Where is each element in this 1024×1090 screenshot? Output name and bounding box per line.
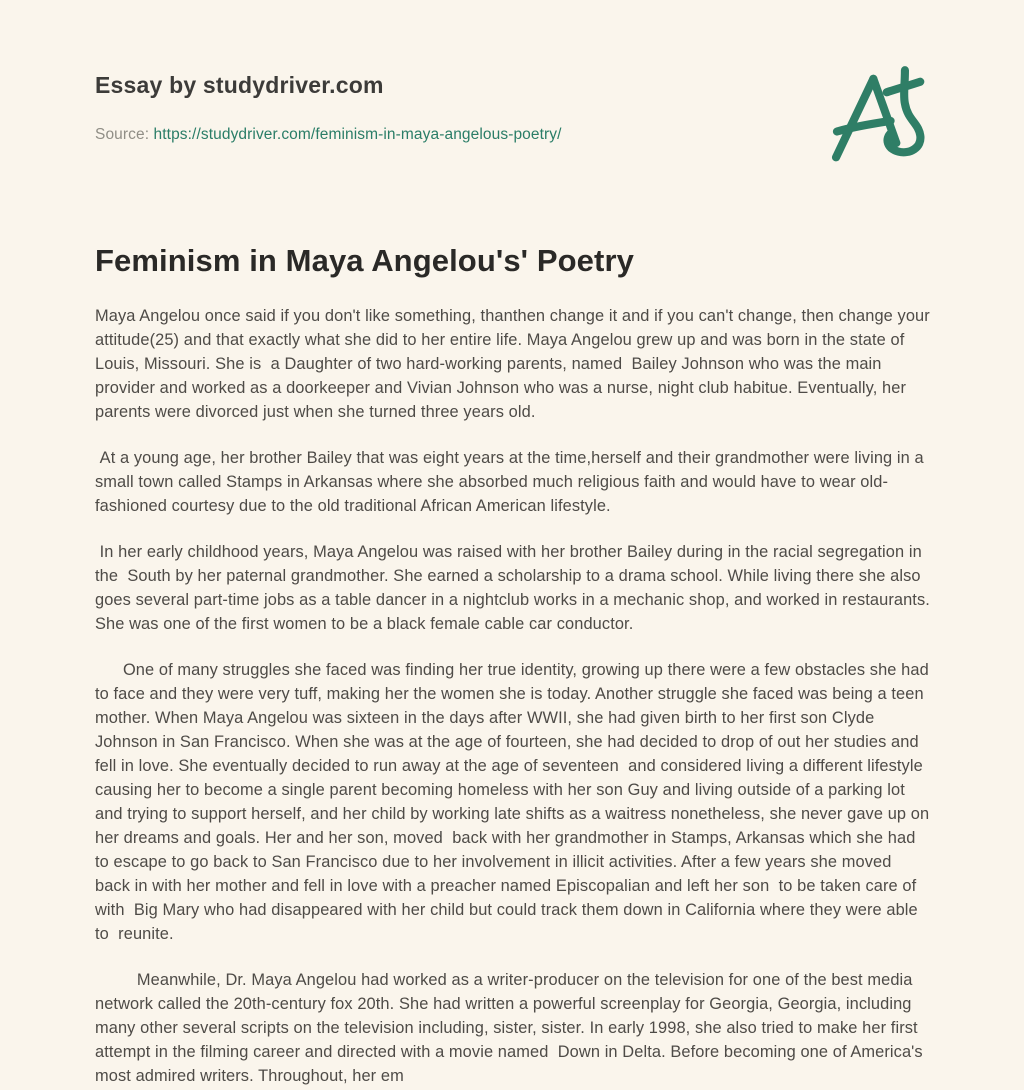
essay-paragraph-2: At a young age, her brother Bailey that was eight years at the time,herself and their grandmother were living in a small town called Stamps in Arkansas where she absorbed much religious faith and would have to wear old-fashioned courtesy due to the old traditional African American lifestyle.: [95, 448, 929, 515]
essay-paragraph-3: In her early childhood years, Maya Angelou was raised with her brother Bailey during in the racial segregation in the South by her paternal grandmother. She earned a scholarship to a drama school. While living there she also goes several part-time jobs as a table dancer in a nightclub works in a mechanic shop, and worked in restaurants. She was one of the first women to be a black female cable car conductor.: [95, 542, 935, 633]
essay-paragraph-5: Meanwhile, Dr. Maya Angelou had worked as a writer-producer on the television for one of the best media network called the 20th-century fox 20th. She had written a powerful screenplay for Georgia, Georgia, including many other several scripts on the television including, sister, sister. In early 1998, she also tried to make her first attempt in the filming career and directed with a movie named Down in Delta. Before becoming one of America's most admired writers. Throughout, her em: [95, 970, 928, 1085]
studydriver-a-plus-logo-icon: [814, 60, 948, 180]
essay-title: Feminism in Maya Angelou's' Poetry: [95, 243, 634, 278]
logo-a-left-stroke: [836, 79, 873, 157]
logo-plus-horizontal: [887, 82, 921, 93]
essay-paragraph-1: Maya Angelou once said if you don't like something, thanthen change it and if you can't change, then change your attitude(25) and that exactly what she did to her entire life. Maya Angelou grew up and was born in the state of Louis, Missouri. She is a Daughter of two hard-working parents, named Bailey Johnson who was the main provider and worked as a doorkeeper and Vivian Johnson who was a nurse, night club habitue. Eventually, her parents were divorced just when she turned three years old.: [95, 306, 935, 421]
source-label: Source:: [95, 126, 150, 143]
essay-header: [95, 72, 930, 144]
essay-body: [95, 304, 935, 1088]
source-row: [95, 126, 930, 144]
logo-a-crossbar: [837, 121, 891, 132]
essay-paragraph-4: One of many struggles she faced was finding her true identity, growing up there were a few obstacles she had to face and they were very tuff, making her the women she is today. Another struggle she faced was being a teen mother. When Maya Angelou was sixteen in the days after WWII, she had given birth to her first son Clyde Johnson in San Francisco. When she was at the age of fourteen, she had decided to drop of out her studies and fell in love. She eventually decided to run away at the age of seventeen and considered living a different lifestyle causing her to become a single parent becoming homeless with her son Guy and living outside of a parking lot and trying to support herself, and her child by working late shifts as a waitress nonetheless, she never gave up on her dreams and goals. Her and her son, moved back with her grandmother in Stamps, Arkansas which she had to escape to go back to San Francisco due to her involvement in illicit activities. After a few years she moved back in with her mother and fell in love with a preacher named Episcopalian and left her son to be taken care of with Big Mary who had disappeared with her child but could track them down in California where they were able to reunite.: [95, 660, 934, 943]
source-link[interactable]: https://studydriver.com/feminism-in-maya-angelous-poetry/: [153, 126, 562, 143]
header-title: Essay by studydriver.com: [95, 72, 384, 98]
